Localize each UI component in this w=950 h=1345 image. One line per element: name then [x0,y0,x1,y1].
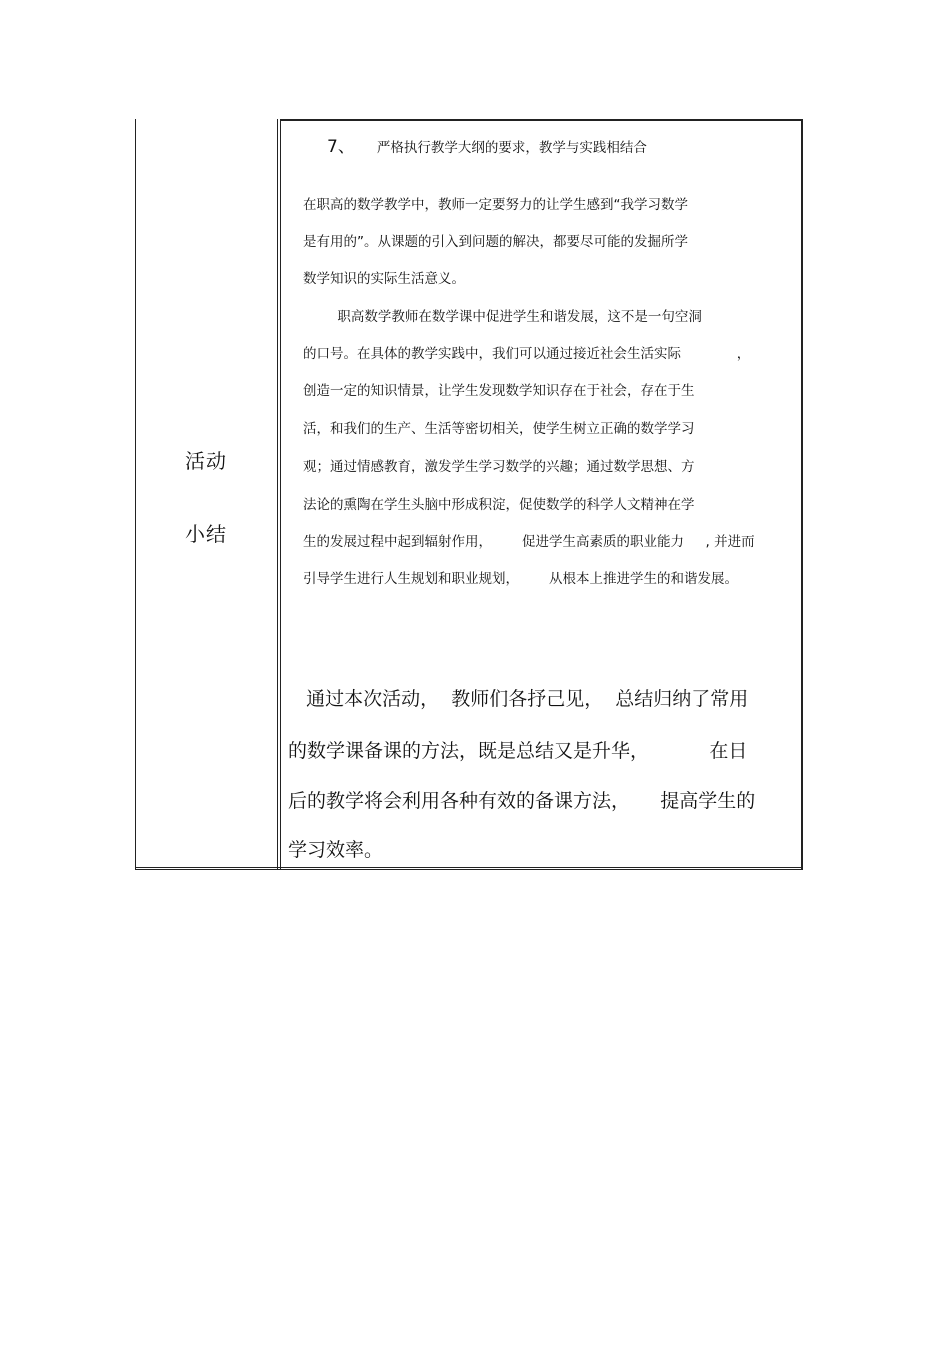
summary-line: 后的教学将会利用各种有效的备课方法， 提高学生的 [288,790,756,812]
body-line: 生的发展过程中起到辐射作用， 促进学生高素质的职业能力 , 并进而 [303,534,755,550]
summary-line: 学习效率。 [288,839,384,861]
heading-text: 严格执行教学大纲的要求，教学与实践相结合 [376,140,647,156]
body-line: 职高数学教师在数学课中促进学生和谐发展，这不是一句空洞 [303,309,702,325]
body-line: 是有用的”。从课题的引入到问题的解决，都要尽可能的发掘所学 [303,234,688,250]
summary-line: 的数学课备课的方法，既是总结又是升华， 在日 [288,740,748,762]
heading-number: 7、 [327,137,355,157]
row-label-line-2: 小结 [185,522,227,546]
summary-line: 通过本次活动， 教师们各抒己见， 总结归纳了常用 [288,688,749,710]
body-line: 创造一定的知识情景，让学生发现数学知识存在于社会，存在于生 [303,383,695,399]
table-top-border [280,119,803,121]
body-line: 活，和我们的生产、生活等密切相关，使学生树立正确的数学学习 [303,421,695,437]
section-heading [327,132,647,157]
row-label-line-1: 活动 [185,449,227,473]
body-line: 引导学生进行人生规划和职业规划， 从根本上推进学生的和谐发展。 [303,571,739,587]
body-line: 在职高的数学教学中，教师一定要努力的让学生感到“我学习数学 [303,197,688,213]
body-line: 数学知识的实际生活意义。 [303,271,465,287]
body-line: 观；通过情感教育，激发学生学习数学的兴趣；通过数学思想、方 [303,459,695,475]
body-line: 的口号。在具体的教学实践中，我们可以通过接近社会生活实际 ， [303,346,751,362]
table-bottom-border [135,867,803,870]
activity-summary-table [135,119,803,870]
table-right-border [801,119,803,870]
table-column-divider [277,119,281,870]
table-left-border [135,119,136,870]
body-line: 法论的熏陶在学生头脑中形成积淀，促使数学的科学人文精神在学 [303,497,695,513]
